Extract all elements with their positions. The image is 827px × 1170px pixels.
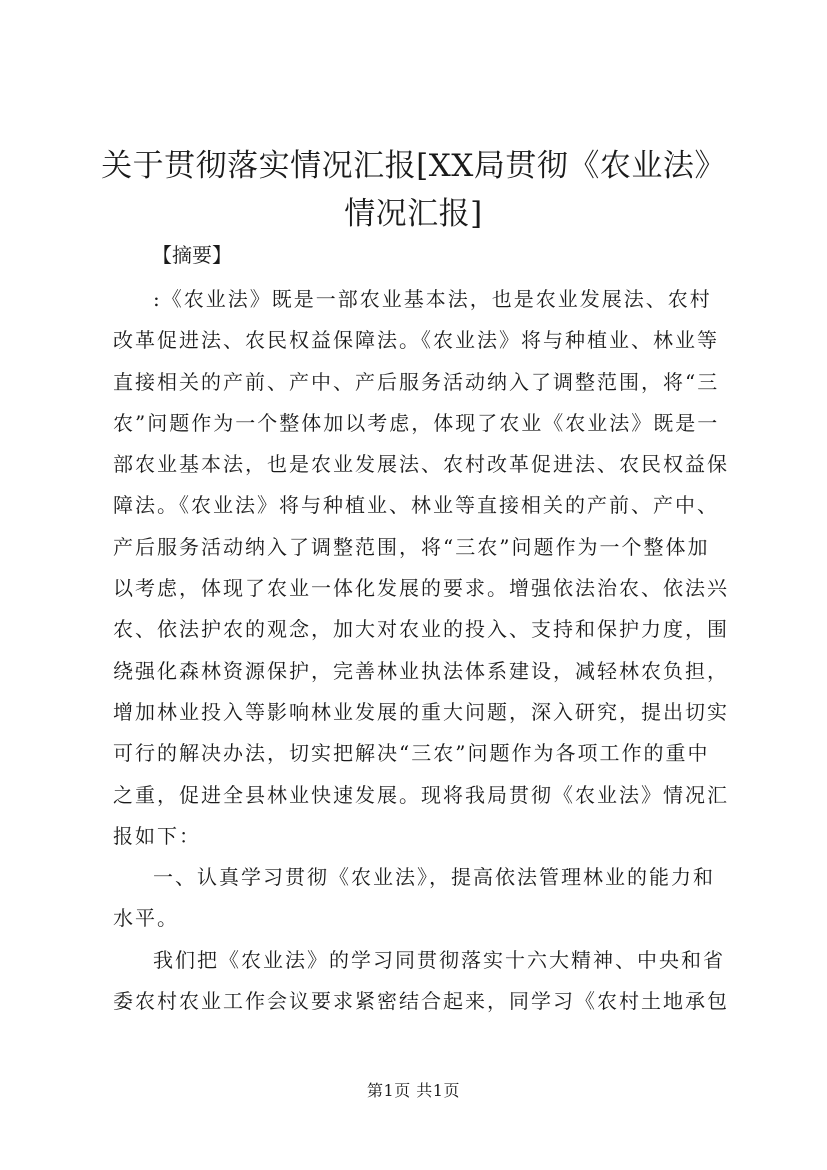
body-line: 直接相关的产前、产中、产后服务活动纳入了调整范围，将“三: [113, 369, 720, 394]
page-footer: 第1页 共1页: [367, 1081, 460, 1100]
abstract-label: 【摘要】: [152, 243, 232, 267]
body-line: 之重，促进全县林业快速发展。现将我局贯彻《农业法》情况汇: [113, 782, 729, 807]
title-line-2: 情况汇报]: [344, 196, 483, 232]
body-line: 农”问题作为一个整体加以考虑，体现了农业《农业法》既是一: [113, 410, 720, 435]
body-line: 增加林业投入等影响林业发展的重大问题，深入研究，提出切实: [113, 699, 729, 724]
document-title: [100, 142, 727, 238]
body-line: 报如下：: [113, 823, 201, 848]
body-line: 可行的解决办法，切实把解决“三农”问题作为各项工作的重中: [113, 741, 710, 766]
body-line: 产后服务活动纳入了调整范围，将“三农”问题作为一个整体加: [113, 534, 710, 559]
body-line: 农、依法护农的观念，加大对农业的投入、支持和保护力度，围: [113, 617, 729, 642]
body-line: 部农业基本法，也是农业发展法、农村改革促进法、农民权益保: [113, 452, 729, 477]
body-line: 绕强化森林资源保护，完善林业执法体系建设，减轻林农负担，: [113, 658, 729, 683]
body-line: 以考虑，体现了农业一体化发展的要求。增强依法治农、依法兴: [113, 576, 729, 601]
body-line: 水平。: [113, 906, 179, 931]
body-line: 改革促进法、农民权益保障法。《农业法》将与种植业、林业等: [113, 328, 719, 353]
document-body: [113, 279, 733, 1022]
section-heading: 一、认真学习贯彻《农业法》，提高依法管理林业的能力和: [153, 865, 715, 890]
body-line: :《农业法》既是一部农业基本法，也是农业发展法、农村: [153, 287, 712, 311]
title-line-1: 关于贯彻落实情况汇报[XX局贯彻《农业法》: [101, 148, 726, 184]
body-line: 障法。《农业法》将与种植业、林业等直接相关的产前、产中、: [113, 493, 719, 518]
body-line: 委农村农业工作会议要求紧密结合起来，同学习《农村土地承包: [113, 989, 729, 1014]
body-line: 我们把《农业法》的学习同贯彻落实十六大精神、中央和省: [153, 947, 725, 972]
